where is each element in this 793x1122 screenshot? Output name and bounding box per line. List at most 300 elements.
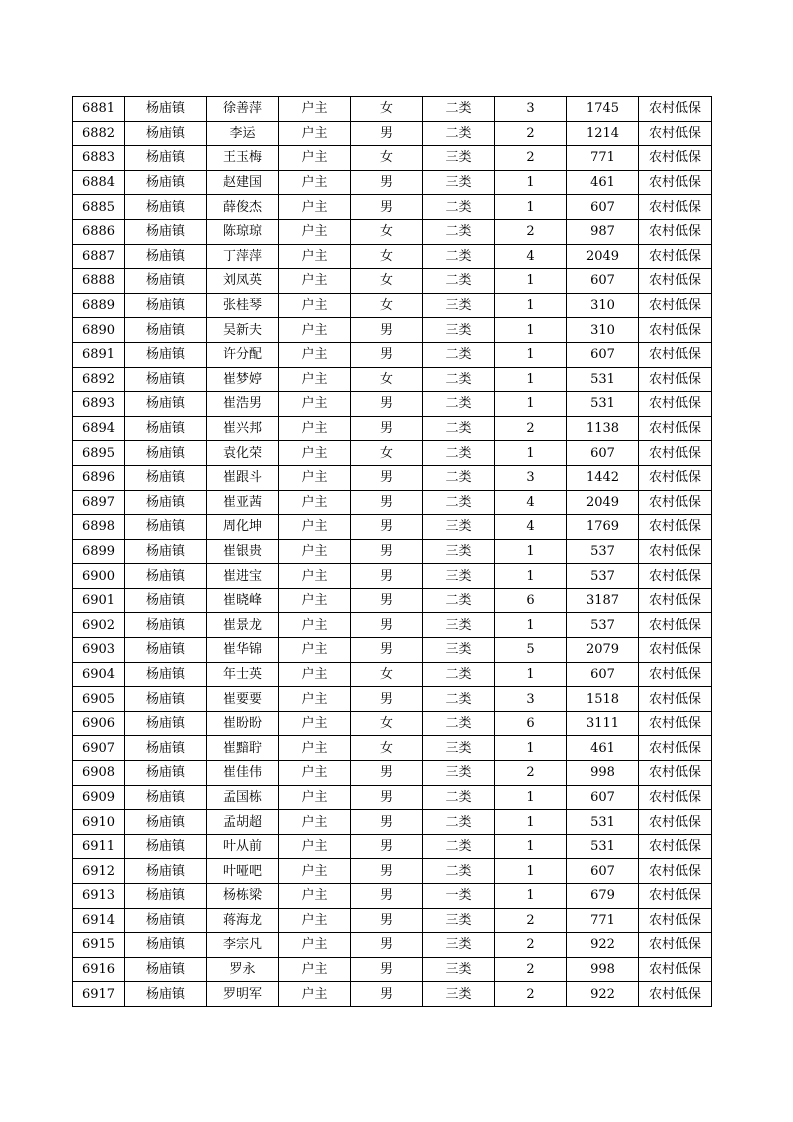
household-size-cell: 1 [495,441,567,466]
category-cell: 二类 [423,588,495,613]
assistance-type-cell: 农村低保 [639,269,712,294]
relationship-cell: 户主 [279,588,351,613]
town-cell: 杨庙镇 [125,613,207,638]
category-cell: 二类 [423,121,495,146]
name-cell: 崔景龙 [207,613,279,638]
table-row [73,982,712,1007]
amount-cell: 998 [567,761,639,786]
gender-cell: 男 [351,170,423,195]
table-row [73,588,712,613]
serial-number-cell: 6885 [73,195,125,220]
name-cell: 崔华锦 [207,638,279,663]
assistance-type-cell: 农村低保 [639,441,712,466]
serial-number-cell: 6906 [73,711,125,736]
serial-number-cell: 6905 [73,687,125,712]
assistance-type-cell: 农村低保 [639,97,712,122]
household-size-cell: 1 [495,318,567,343]
name-cell: 崔亚茜 [207,490,279,515]
relationship-cell: 户主 [279,884,351,909]
gender-cell: 男 [351,416,423,441]
household-size-cell: 3 [495,97,567,122]
amount-cell: 531 [567,367,639,392]
relationship-cell: 户主 [279,687,351,712]
serial-number-cell: 6915 [73,933,125,958]
relationship-cell: 户主 [279,933,351,958]
household-size-cell: 2 [495,121,567,146]
name-cell: 丁萍萍 [207,244,279,269]
table-row [73,859,712,884]
name-cell: 崔进宝 [207,564,279,589]
town-cell: 杨庙镇 [125,195,207,220]
amount-cell: 531 [567,834,639,859]
amount-cell: 1745 [567,97,639,122]
name-cell: 周化坤 [207,515,279,540]
serial-number-cell: 6917 [73,982,125,1007]
name-cell: 张桂琴 [207,293,279,318]
relationship-cell: 户主 [279,146,351,171]
category-cell: 二类 [423,416,495,441]
serial-number-cell: 6903 [73,638,125,663]
name-cell: 崔黯聍 [207,736,279,761]
serial-number-cell: 6912 [73,859,125,884]
gender-cell: 男 [351,613,423,638]
assistance-type-cell: 农村低保 [639,859,712,884]
town-cell: 杨庙镇 [125,638,207,663]
serial-number-cell: 6882 [73,121,125,146]
table-row [73,884,712,909]
gender-cell: 男 [351,761,423,786]
town-cell: 杨庙镇 [125,884,207,909]
table-row [73,687,712,712]
category-cell: 三类 [423,908,495,933]
name-cell: 李运 [207,121,279,146]
gender-cell: 男 [351,490,423,515]
category-cell: 二类 [423,195,495,220]
relationship-cell: 户主 [279,785,351,810]
assistance-type-cell: 农村低保 [639,687,712,712]
serial-number-cell: 6883 [73,146,125,171]
household-size-cell: 6 [495,588,567,613]
relationship-cell: 户主 [279,564,351,589]
category-cell: 三类 [423,564,495,589]
serial-number-cell: 6890 [73,318,125,343]
household-size-cell: 1 [495,613,567,638]
town-cell: 杨庙镇 [125,465,207,490]
household-size-cell: 1 [495,564,567,589]
assistance-type-cell: 农村低保 [639,342,712,367]
relationship-cell: 户主 [279,342,351,367]
gender-cell: 男 [351,957,423,982]
gender-cell: 男 [351,564,423,589]
table-body [73,97,712,1007]
assistance-type-cell: 农村低保 [639,539,712,564]
town-cell: 杨庙镇 [125,269,207,294]
assistance-type-cell: 农村低保 [639,318,712,343]
assistance-type-cell: 农村低保 [639,736,712,761]
name-cell: 年士英 [207,662,279,687]
assistance-type-cell: 农村低保 [639,121,712,146]
household-size-cell: 4 [495,244,567,269]
household-size-cell: 1 [495,392,567,417]
name-cell: 崔浩男 [207,392,279,417]
category-cell: 二类 [423,342,495,367]
table-row [73,170,712,195]
table-row [73,441,712,466]
table-row [73,416,712,441]
town-cell: 杨庙镇 [125,982,207,1007]
serial-number-cell: 6913 [73,884,125,909]
category-cell: 二类 [423,810,495,835]
amount-cell: 1214 [567,121,639,146]
serial-number-cell: 6894 [73,416,125,441]
town-cell: 杨庙镇 [125,785,207,810]
household-size-cell: 4 [495,490,567,515]
gender-cell: 男 [351,195,423,220]
category-cell: 一类 [423,884,495,909]
assistance-type-cell: 农村低保 [639,244,712,269]
gender-cell: 男 [351,834,423,859]
name-cell: 罗永 [207,957,279,982]
table-row [73,195,712,220]
category-cell: 二类 [423,834,495,859]
town-cell: 杨庙镇 [125,244,207,269]
amount-cell: 771 [567,908,639,933]
category-cell: 三类 [423,293,495,318]
relationship-cell: 户主 [279,219,351,244]
table-row [73,392,712,417]
serial-number-cell: 6902 [73,613,125,638]
assistance-type-cell: 农村低保 [639,146,712,171]
category-cell: 三类 [423,146,495,171]
amount-cell: 1769 [567,515,639,540]
town-cell: 杨庙镇 [125,392,207,417]
assistance-type-cell: 农村低保 [639,170,712,195]
town-cell: 杨庙镇 [125,416,207,441]
name-cell: 徐善萍 [207,97,279,122]
relationship-cell: 户主 [279,269,351,294]
category-cell: 二类 [423,367,495,392]
name-cell: 崔盼盼 [207,711,279,736]
table-row [73,834,712,859]
category-cell: 三类 [423,613,495,638]
name-cell: 薛俊杰 [207,195,279,220]
table-row [73,244,712,269]
amount-cell: 537 [567,564,639,589]
relationship-cell: 户主 [279,97,351,122]
town-cell: 杨庙镇 [125,957,207,982]
assistance-type-cell: 农村低保 [639,933,712,958]
town-cell: 杨庙镇 [125,687,207,712]
amount-cell: 922 [567,982,639,1007]
amount-cell: 922 [567,933,639,958]
table-row [73,318,712,343]
assistance-type-cell: 农村低保 [639,785,712,810]
town-cell: 杨庙镇 [125,146,207,171]
table-row [73,293,712,318]
amount-cell: 531 [567,810,639,835]
name-cell: 刘凤英 [207,269,279,294]
table-row [73,97,712,122]
gender-cell: 女 [351,146,423,171]
gender-cell: 男 [351,515,423,540]
category-cell: 三类 [423,736,495,761]
assistance-type-cell: 农村低保 [639,392,712,417]
serial-number-cell: 6908 [73,761,125,786]
town-cell: 杨庙镇 [125,318,207,343]
serial-number-cell: 6909 [73,785,125,810]
serial-number-cell: 6896 [73,465,125,490]
table-row [73,785,712,810]
gender-cell: 女 [351,367,423,392]
town-cell: 杨庙镇 [125,490,207,515]
serial-number-cell: 6888 [73,269,125,294]
table-row [73,711,712,736]
gender-cell: 男 [351,638,423,663]
assistance-type-cell: 农村低保 [639,982,712,1007]
assistance-type-cell: 农村低保 [639,367,712,392]
category-cell: 三类 [423,761,495,786]
town-cell: 杨庙镇 [125,810,207,835]
assistance-type-cell: 农村低保 [639,638,712,663]
amount-cell: 998 [567,957,639,982]
table-row [73,146,712,171]
serial-number-cell: 6904 [73,662,125,687]
amount-cell: 607 [567,859,639,884]
serial-number-cell: 6898 [73,515,125,540]
amount-cell: 607 [567,662,639,687]
household-size-cell: 2 [495,761,567,786]
name-cell: 孟国栋 [207,785,279,810]
table-row [73,367,712,392]
relationship-cell: 户主 [279,613,351,638]
gender-cell: 男 [351,588,423,613]
amount-cell: 771 [567,146,639,171]
amount-cell: 2049 [567,244,639,269]
name-cell: 叶哑吧 [207,859,279,884]
household-size-cell: 6 [495,711,567,736]
town-cell: 杨庙镇 [125,761,207,786]
name-cell: 崔佳伟 [207,761,279,786]
gender-cell: 女 [351,711,423,736]
name-cell: 崔兴邦 [207,416,279,441]
town-cell: 杨庙镇 [125,564,207,589]
gender-cell: 女 [351,293,423,318]
gender-cell: 男 [351,785,423,810]
name-cell: 许分配 [207,342,279,367]
name-cell: 崔跟斗 [207,465,279,490]
table-row [73,613,712,638]
category-cell: 二类 [423,269,495,294]
category-cell: 二类 [423,490,495,515]
category-cell: 三类 [423,539,495,564]
serial-number-cell: 6916 [73,957,125,982]
town-cell: 杨庙镇 [125,170,207,195]
relationship-cell: 户主 [279,416,351,441]
amount-cell: 1518 [567,687,639,712]
table-row [73,490,712,515]
relationship-cell: 户主 [279,834,351,859]
gender-cell: 女 [351,736,423,761]
household-size-cell: 3 [495,465,567,490]
gender-cell: 女 [351,269,423,294]
amount-cell: 607 [567,785,639,810]
table-row [73,761,712,786]
town-cell: 杨庙镇 [125,441,207,466]
town-cell: 杨庙镇 [125,736,207,761]
table-row [73,908,712,933]
town-cell: 杨庙镇 [125,97,207,122]
serial-number-cell: 6897 [73,490,125,515]
name-cell: 崔银贵 [207,539,279,564]
gender-cell: 男 [351,908,423,933]
household-size-cell: 1 [495,269,567,294]
serial-number-cell: 6910 [73,810,125,835]
serial-number-cell: 6901 [73,588,125,613]
household-size-cell: 4 [495,515,567,540]
category-cell: 三类 [423,982,495,1007]
amount-cell: 607 [567,342,639,367]
relationship-cell: 户主 [279,490,351,515]
category-cell: 二类 [423,97,495,122]
category-cell: 二类 [423,219,495,244]
town-cell: 杨庙镇 [125,662,207,687]
relationship-cell: 户主 [279,736,351,761]
town-cell: 杨庙镇 [125,933,207,958]
relationship-cell: 户主 [279,761,351,786]
category-cell: 二类 [423,662,495,687]
amount-cell: 987 [567,219,639,244]
name-cell: 杨栋梁 [207,884,279,909]
amount-cell: 607 [567,195,639,220]
amount-cell: 607 [567,441,639,466]
serial-number-cell: 6895 [73,441,125,466]
household-size-cell: 2 [495,933,567,958]
household-size-cell: 3 [495,687,567,712]
household-size-cell: 1 [495,170,567,195]
amount-cell: 531 [567,392,639,417]
assistance-type-cell: 农村低保 [639,711,712,736]
name-cell: 崔梦婷 [207,367,279,392]
household-size-cell: 1 [495,785,567,810]
household-size-cell: 2 [495,416,567,441]
table-row [73,515,712,540]
table-row [73,957,712,982]
town-cell: 杨庙镇 [125,121,207,146]
assistance-type-cell: 农村低保 [639,957,712,982]
serial-number-cell: 6900 [73,564,125,589]
assistance-type-cell: 农村低保 [639,564,712,589]
amount-cell: 310 [567,293,639,318]
assistance-type-cell: 农村低保 [639,219,712,244]
serial-number-cell: 6907 [73,736,125,761]
assistance-type-cell: 农村低保 [639,195,712,220]
relationship-cell: 户主 [279,465,351,490]
town-cell: 杨庙镇 [125,711,207,736]
relationship-cell: 户主 [279,711,351,736]
subsistence-allowance-table [72,96,712,1007]
gender-cell: 男 [351,539,423,564]
relationship-cell: 户主 [279,441,351,466]
gender-cell: 女 [351,662,423,687]
gender-cell: 男 [351,392,423,417]
assistance-type-cell: 农村低保 [639,761,712,786]
relationship-cell: 户主 [279,121,351,146]
relationship-cell: 户主 [279,957,351,982]
gender-cell: 男 [351,982,423,1007]
serial-number-cell: 6892 [73,367,125,392]
town-cell: 杨庙镇 [125,588,207,613]
town-cell: 杨庙镇 [125,219,207,244]
assistance-type-cell: 农村低保 [639,662,712,687]
relationship-cell: 户主 [279,982,351,1007]
serial-number-cell: 6891 [73,342,125,367]
relationship-cell: 户主 [279,367,351,392]
category-cell: 三类 [423,515,495,540]
assistance-type-cell: 农村低保 [639,810,712,835]
table-row [73,121,712,146]
table-row [73,810,712,835]
name-cell: 陈琼琼 [207,219,279,244]
assistance-type-cell: 农村低保 [639,613,712,638]
assistance-type-cell: 农村低保 [639,515,712,540]
table-row [73,638,712,663]
amount-cell: 537 [567,613,639,638]
name-cell: 崔要要 [207,687,279,712]
gender-cell: 男 [351,810,423,835]
assistance-type-cell: 农村低保 [639,416,712,441]
name-cell: 袁化荣 [207,441,279,466]
household-size-cell: 1 [495,195,567,220]
name-cell: 王玉梅 [207,146,279,171]
category-cell: 二类 [423,687,495,712]
name-cell: 蒋海龙 [207,908,279,933]
household-size-cell: 2 [495,957,567,982]
serial-number-cell: 6886 [73,219,125,244]
serial-number-cell: 6887 [73,244,125,269]
amount-cell: 679 [567,884,639,909]
household-size-cell: 1 [495,367,567,392]
assistance-type-cell: 农村低保 [639,465,712,490]
town-cell: 杨庙镇 [125,342,207,367]
amount-cell: 607 [567,269,639,294]
relationship-cell: 户主 [279,908,351,933]
serial-number-cell: 6893 [73,392,125,417]
name-cell: 崔晓峰 [207,588,279,613]
relationship-cell: 户主 [279,638,351,663]
relationship-cell: 户主 [279,859,351,884]
amount-cell: 2079 [567,638,639,663]
amount-cell: 461 [567,170,639,195]
name-cell: 李宗凡 [207,933,279,958]
table-row [73,736,712,761]
town-cell: 杨庙镇 [125,539,207,564]
gender-cell: 男 [351,884,423,909]
town-cell: 杨庙镇 [125,859,207,884]
household-size-cell: 1 [495,662,567,687]
assistance-type-cell: 农村低保 [639,293,712,318]
gender-cell: 男 [351,933,423,958]
relationship-cell: 户主 [279,195,351,220]
town-cell: 杨庙镇 [125,367,207,392]
category-cell: 三类 [423,318,495,343]
relationship-cell: 户主 [279,170,351,195]
gender-cell: 男 [351,687,423,712]
household-size-cell: 1 [495,736,567,761]
household-size-cell: 5 [495,638,567,663]
household-size-cell: 1 [495,342,567,367]
category-cell: 二类 [423,465,495,490]
amount-cell: 537 [567,539,639,564]
